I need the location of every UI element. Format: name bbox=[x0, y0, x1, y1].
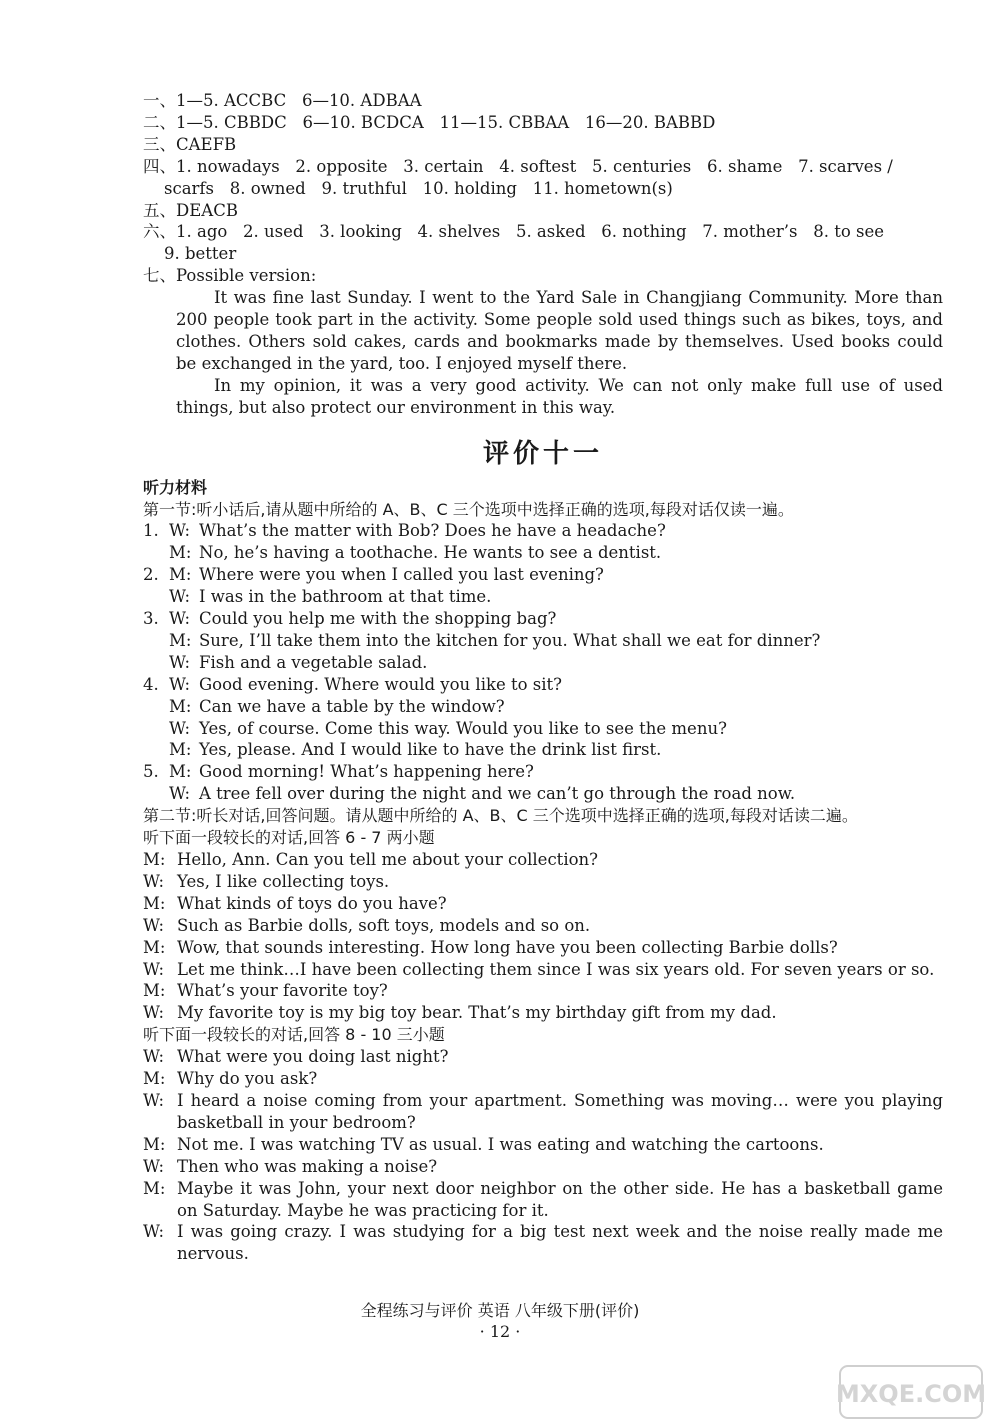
dialogue-text: Maybe it was John, your next door neighbor on the other side. He has a basketball game on Saturday. Maybe he was practicing for it. bbox=[177, 1178, 943, 1220]
dialogue-text: Yes, please. And I would like to have the drink list first. bbox=[199, 740, 662, 760]
dialogue-line bbox=[143, 542, 943, 564]
dialogue-text: Wow, that sounds interesting. How long have you been collecting Barbie dolls? bbox=[177, 937, 838, 957]
footer-book-title: 全程练习与评价 英语 八年级下册(评价) bbox=[360, 1301, 640, 1320]
dialogue-text: Good evening. Where would you like to sit? bbox=[199, 674, 563, 694]
dialogue-number bbox=[143, 586, 169, 608]
dialogue-number: 2. bbox=[143, 565, 159, 585]
dialogue-number bbox=[143, 542, 169, 564]
speaker-label: M: bbox=[143, 937, 166, 957]
speaker-label: W: bbox=[169, 587, 191, 607]
speaker-label: W: bbox=[169, 784, 191, 804]
essay-paragraph: In my opinion, it was a very good activity. We can not only make full use of used things, but also protect our environment in this way. bbox=[176, 375, 943, 417]
dialogue-text: Why do you ask? bbox=[177, 1069, 318, 1089]
speaker-label: M: bbox=[169, 543, 192, 563]
part2-instruction: 第二节:听长对话,回答问题。请从题中所给的 A、B、C 三个选项中选择正确的选项,每段对话读二遍。 bbox=[143, 806, 858, 826]
dialogue-line bbox=[143, 608, 943, 630]
dialogue-text: Fish and a vegetable salad. bbox=[199, 652, 428, 672]
speaker-label: W: bbox=[169, 521, 191, 541]
dialogue-line bbox=[143, 520, 943, 542]
dialogue-number bbox=[143, 652, 169, 674]
dialogue-text: Such as Barbie dolls, soft toys, models and so on. bbox=[177, 915, 591, 935]
dialogue-text: Then who was making a noise? bbox=[177, 1156, 438, 1176]
dialogue-line bbox=[143, 915, 943, 937]
dialogue-text: Yes, of course. Come this way. Would you like to see the menu? bbox=[199, 718, 727, 738]
dialogue-number bbox=[143, 630, 169, 652]
speaker-label: M: bbox=[169, 740, 192, 760]
speaker-label: M: bbox=[169, 762, 192, 782]
dialogue-text: No, he’s having a toothache. He wants to see a dentist. bbox=[199, 543, 662, 563]
dialogue-text: What were you doing last night? bbox=[177, 1047, 449, 1067]
speaker-label: W: bbox=[169, 609, 191, 629]
part1-instruction: 第一节:听小话后,请从题中所给的 A、B、C 三个选项中选择正确的选项,每段对话仅读一遍。 bbox=[143, 499, 794, 519]
dialogue-line bbox=[143, 1134, 943, 1156]
speaker-label: W: bbox=[143, 1003, 165, 1023]
dialogue-text: I was going crazy. I was studying for a big test next week and the noise really made me nervous. bbox=[177, 1222, 943, 1264]
speaker-label: M: bbox=[169, 565, 192, 585]
answer-line: 9. better bbox=[143, 244, 237, 264]
long-dialogue-1 bbox=[143, 849, 943, 1024]
speaker-label: W: bbox=[143, 1090, 165, 1110]
short-dialogues bbox=[143, 520, 943, 805]
dialogue-line bbox=[143, 980, 943, 1002]
answer-line: 四、1. nowadays 2. opposite 3. certain 4. softest 5. centuries 6. shame 7. scarves / bbox=[143, 156, 893, 176]
speaker-label: W: bbox=[169, 718, 191, 738]
answer-line: 三、CAEFB bbox=[143, 134, 237, 154]
answer-line: 六、1. ago 2. used 3. looking 4. shelves 5. asked 6. nothing 7. mother’s 8. to see bbox=[143, 222, 885, 242]
dialogue-number bbox=[143, 739, 169, 761]
dialogue-text: My favorite toy is my big toy bear. That’s my birthday gift from my dad. bbox=[177, 1003, 777, 1023]
listening-heading: 听力材料 bbox=[143, 477, 208, 497]
speaker-label: M: bbox=[143, 893, 166, 913]
dialogue-text: I heard a noise coming from your apartment. Something was moving… were you playing basketball in your bedroom? bbox=[177, 1090, 943, 1132]
dialogue-line bbox=[143, 1178, 943, 1222]
speaker-label: W: bbox=[143, 915, 165, 935]
speaker-label: M: bbox=[169, 696, 192, 716]
answer-line: 二、1—5. CBBDC 6—10. BCDCA 11—15. CBBAA 16—20. BABBD bbox=[143, 112, 716, 132]
speaker-label: M: bbox=[143, 1178, 166, 1198]
dialogue-line bbox=[143, 1090, 943, 1134]
dialogue-line bbox=[143, 937, 943, 959]
dialogue-line bbox=[143, 1221, 943, 1265]
speaker-label: W: bbox=[143, 871, 165, 891]
speaker-label: W: bbox=[169, 652, 191, 672]
answer-line: 七、Possible version: bbox=[143, 266, 317, 286]
dialogue-number bbox=[143, 783, 169, 805]
dialogue-number: 4. bbox=[143, 674, 159, 694]
answer-key bbox=[143, 90, 943, 419]
answer-line: 一、1—5. ACCBC 6—10. ADBAA bbox=[143, 91, 422, 110]
speaker-label: M: bbox=[143, 1069, 166, 1089]
watermark-text: MXQE.COM bbox=[836, 1380, 986, 1408]
dialogue-line bbox=[143, 739, 943, 761]
dialogue-line bbox=[143, 1046, 943, 1068]
dialogue-line bbox=[143, 1156, 943, 1178]
dialogue-text: What’s the matter with Bob? Does he have a headache? bbox=[199, 521, 666, 541]
dialogue-text: Where were you when I called you last evening? bbox=[199, 565, 604, 585]
answer-line: 五、DEACB bbox=[143, 200, 238, 220]
speaker-label: W: bbox=[169, 674, 191, 694]
watermark-logo bbox=[836, 1362, 986, 1422]
speaker-label: M: bbox=[143, 850, 166, 869]
speaker-label: M: bbox=[169, 630, 192, 650]
dialogue-text: What kinds of toys do you have? bbox=[177, 893, 447, 913]
dialogue-line bbox=[143, 586, 943, 608]
speaker-label: W: bbox=[143, 1047, 165, 1067]
dialogue-line bbox=[143, 893, 943, 915]
dialogue-text: Hello, Ann. Can you tell me about your collection? bbox=[177, 850, 598, 869]
section-title: 评价十一 bbox=[482, 438, 603, 469]
dialogue-text: Not me. I was watching TV as usual. I was eating and watching the cartoons. bbox=[177, 1134, 824, 1154]
long-dialogue-2-heading: 听下面一段较长的对话,回答 8 - 10 三小题 bbox=[143, 1025, 445, 1045]
dialogue-text: Good morning! What’s happening here? bbox=[199, 762, 534, 782]
dialogue-text: Can we have a table by the window? bbox=[199, 696, 505, 716]
long-dialogue-2 bbox=[143, 1046, 943, 1265]
dialogue-number: 1. bbox=[143, 521, 159, 541]
speaker-label: M: bbox=[143, 981, 166, 1001]
dialogue-line bbox=[143, 1068, 943, 1090]
dialogue-text: Yes, I like collecting toys. bbox=[177, 871, 390, 891]
dialogue-text: I was in the bathroom at that time. bbox=[199, 587, 492, 607]
dialogue-text: Let me think…I have been collecting them since I was six years old. For seven years or so. bbox=[177, 959, 935, 979]
dialogue-text: Sure, I’ll take them into the kitchen for you. What shall we eat for dinner? bbox=[199, 630, 821, 650]
dialogue-line bbox=[143, 718, 943, 740]
speaker-label: W: bbox=[143, 1222, 165, 1242]
dialogue-text: What’s your favorite toy? bbox=[177, 981, 388, 1001]
dialogue-number: 5. bbox=[143, 762, 159, 782]
dialogue-text: A tree fell over during the night and we can’t go through the road now. bbox=[199, 784, 796, 804]
essay-paragraph: It was fine last Sunday. I went to the Yard Sale in Changjiang Community. More than 200 people took part in the activity. Some people sold used things such as bikes, toys, and clothes. Others sold cakes, cards and bookmarks made by themselves. Used books could be exchanged in the yard, too. I enjoyed myself there. bbox=[176, 288, 943, 373]
dialogue-line bbox=[143, 761, 943, 783]
dialogue-number: 3. bbox=[143, 609, 159, 629]
dialogue-line bbox=[143, 630, 943, 652]
dialogue-line bbox=[143, 652, 943, 674]
dialogue-line bbox=[143, 871, 943, 893]
dialogue-text: Could you help me with the shopping bag? bbox=[199, 609, 557, 629]
dialogue-line bbox=[143, 1002, 943, 1024]
dialogue-line bbox=[143, 564, 943, 586]
speaker-label: M: bbox=[143, 1134, 166, 1154]
dialogue-number bbox=[143, 696, 169, 718]
speaker-label: W: bbox=[143, 1156, 165, 1176]
long-dialogue-1-heading: 听下面一段较长的对话,回答 6 - 7 两小题 bbox=[143, 828, 435, 848]
page-content bbox=[143, 90, 943, 1265]
dialogue-line bbox=[143, 674, 943, 696]
dialogue-line bbox=[143, 783, 943, 805]
dialogue-line bbox=[143, 849, 943, 871]
dialogue-line bbox=[143, 959, 943, 981]
speaker-label: W: bbox=[143, 959, 165, 979]
answer-line: scarfs 8. owned 9. truthful 10. holding 11. hometown(s) bbox=[143, 178, 673, 198]
dialogue-number bbox=[143, 718, 169, 740]
page-number: · 12 · bbox=[479, 1322, 521, 1341]
dialogue-line bbox=[143, 696, 943, 718]
